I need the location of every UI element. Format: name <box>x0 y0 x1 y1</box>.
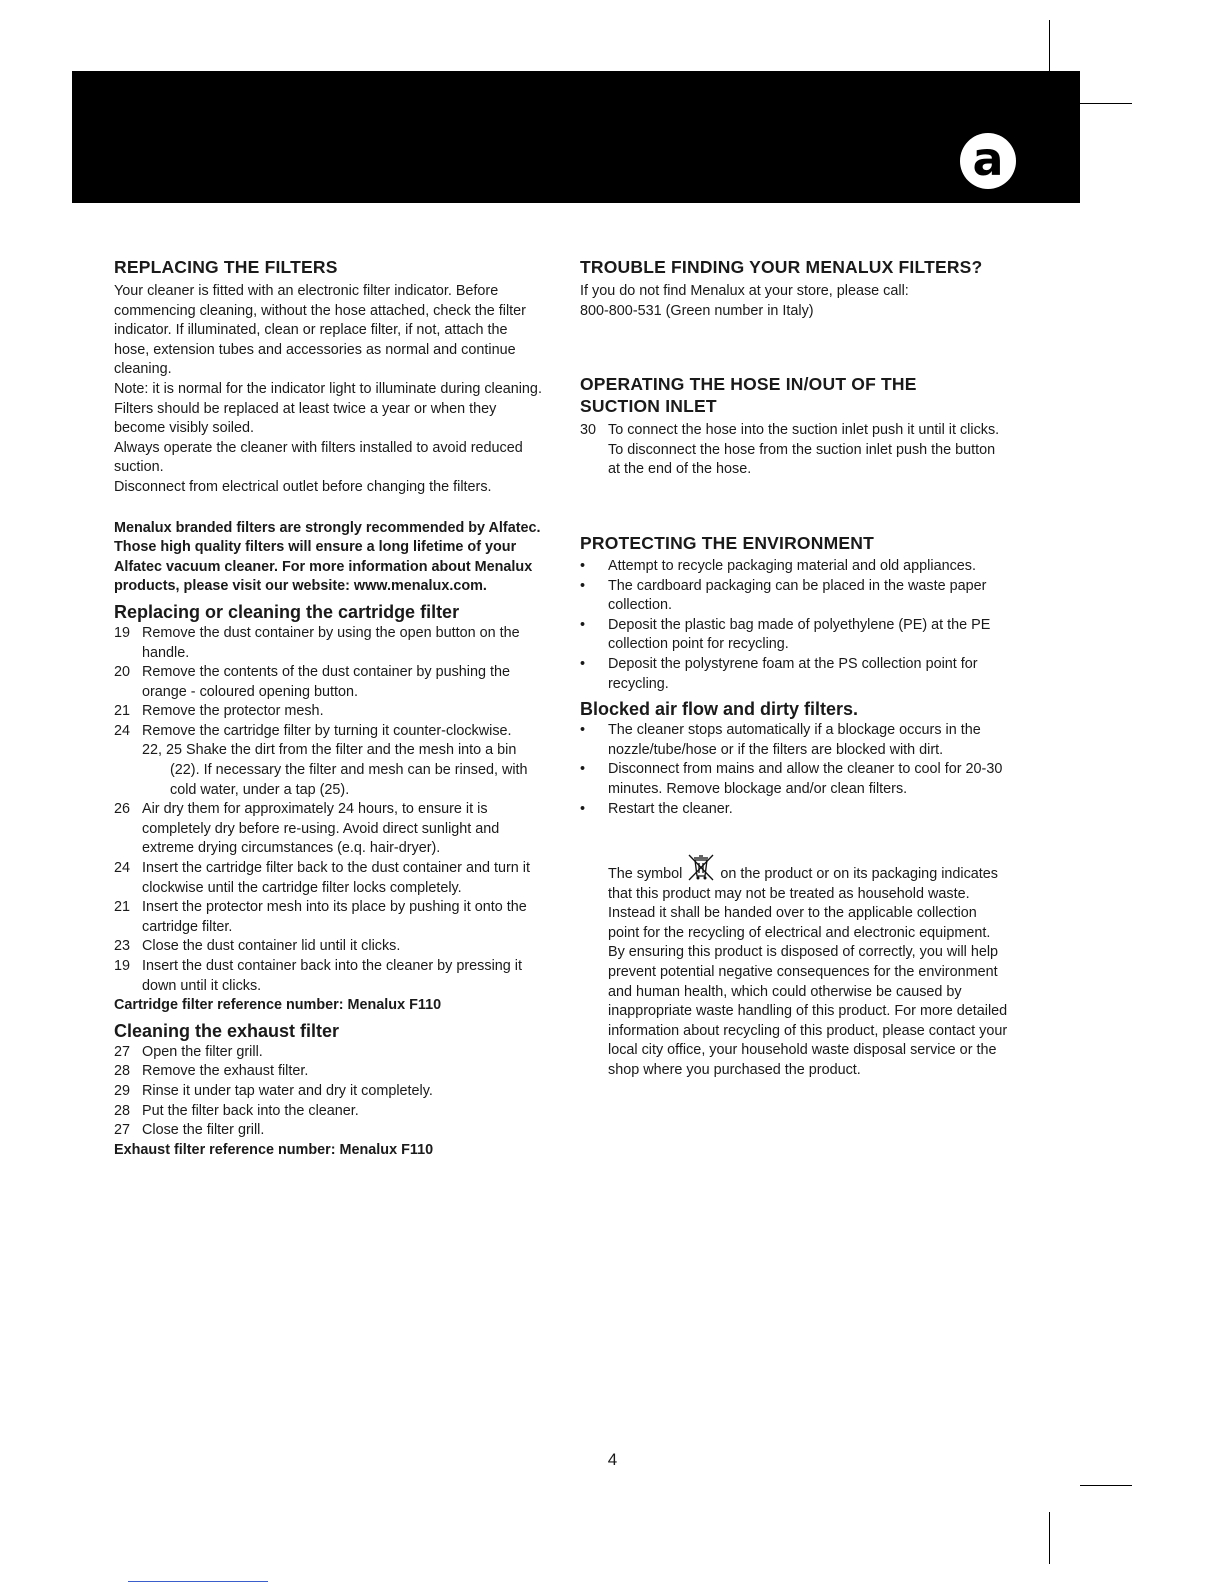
cartridge-filter-heading: Replacing or cleaning the cartridge filter <box>114 601 460 622</box>
replace-frequency-paragraph: Filters should be replaced at least twice a year or when they become visibly soiled. <box>114 400 497 437</box>
brand-logo-icon: a <box>960 133 1016 189</box>
list-item: • Deposit the polystyrene foam at the PS collection point for recycling. <box>580 655 1010 694</box>
operate-with-filters-paragraph: Always operate the cleaner with filters installed to avoid reduced suction. <box>114 439 523 476</box>
list-item: 21 Insert the protector mesh into its place by pushing it onto the cartridge filter. <box>114 899 527 935</box>
list-item: 27 Close the filter grill. <box>114 1122 265 1139</box>
exhaust-reference: Exhaust filter reference number: Menalux F110 <box>114 1141 434 1158</box>
cartridge-steps-list <box>114 624 546 996</box>
disconnect-paragraph: Disconnect from electrical outlet before changing the filters. <box>114 478 492 495</box>
list-item: 26 Air dry them for approximately 24 hours, to ensure it is completely dry before re-using. Avoid direct sunlight and extreme drying circumstances (e.q. hair-dryer). <box>114 801 500 857</box>
crop-mark-top-vertical <box>1049 20 1050 72</box>
intro-paragraph: Your cleaner is fitted with an electronic filter indicator. Before commencing cleaning, without the hose attached, check the filter indicator. If illuminated, clean or replace filter, if not, attach the hose, extension tubes and accessories as normal and continue cleaning. <box>114 283 526 378</box>
list-item: 27 Open the filter grill. <box>114 1043 263 1060</box>
list-item: 29 Rinse it under tap water and dry it completely. <box>114 1082 433 1099</box>
crop-mark-top-horizontal <box>1080 103 1132 104</box>
list-item: • Deposit the plastic bag made of polyethylene (PE) at the PE collection point for recycling. <box>580 616 1010 655</box>
list-item: • Attempt to recycle packaging material and old appliances. <box>580 557 1010 577</box>
weee-paragraph: The symbol on the product or on its packaging indicates that this product may not be treated as household waste. Instead it shall be handed over to the applicable collection point for the recycling of electrical and electronic equipment. By ensuring this product is disposed of correctly, you will help prevent potential negative consequences for the environment and human health, which could otherwise be caused by inappropriate waste handling of this product. For more detailed information about recycling of this product, please contact your local city office, your household waste disposal service or the shop where you purchased the product. <box>580 854 1010 1081</box>
list-item: 20 Remove the contents of the dust container by pushing the orange - coloured opening button. <box>114 664 510 700</box>
recommendation-paragraph: Menalux branded filters are strongly recommended by Alfatec. Those high quality filters will ensure a long lifetime of your Alfatec vacuum cleaner. For more information about Menalux products, please visit our website: www.menalux.com. <box>114 519 541 595</box>
crossed-bin-icon <box>686 854 716 882</box>
list-item: • Disconnect from mains and allow the cleaner to cool for 20-30 minutes. Remove blockage and/or clean filters. <box>580 760 1010 799</box>
list-item: 19 Insert the dust container back into the cleaner by pressing it down until it clicks. <box>114 958 522 994</box>
footer-line <box>128 1581 268 1582</box>
trouble-heading: TROUBLE FINDING YOUR MENALUX FILTERS? <box>580 257 983 277</box>
environment-list <box>580 557 1010 694</box>
hose-step: 30 To connect the hose into the suction inlet push it until it clicks. To disconnect the hose from the suction inlet push the button at the end of the hose. <box>580 422 1000 478</box>
list-item: 28 Put the filter back into the cleaner. <box>114 1102 359 1119</box>
crop-mark-bottom-horizontal <box>1080 1485 1132 1486</box>
blocked-airflow-heading: Blocked air flow and dirty filters. <box>580 699 859 720</box>
replacing-filters-heading: REPLACING THE FILTERS <box>114 257 338 277</box>
list-item: 22, 25 Shake the dirt from the filter and the mesh into a bin (22). If necessary the filter and mesh can be rinsed, with cold water, under a tap (25). <box>142 742 528 798</box>
environment-heading: PROTECTING THE ENVIRONMENT <box>580 532 874 553</box>
note-paragraph: Note: it is normal for the indicator light to illuminate during cleaning. <box>114 380 542 397</box>
list-item: • Restart the cleaner. <box>580 800 1010 820</box>
exhaust-filter-heading: Cleaning the exhaust filter <box>114 1020 340 1041</box>
list-item: • The cardboard packaging can be placed in the waste paper collection. <box>580 577 1010 616</box>
list-item: • The cleaner stops automatically if a blockage occurs in the nozzle/tube/hose or if the filters are blocked with dirt. <box>580 721 1010 760</box>
list-item: 28 Remove the exhaust filter. <box>114 1063 309 1080</box>
list-item: 19 Remove the dust container by using the open button on the handle. <box>114 624 520 661</box>
exhaust-steps-list <box>114 1043 546 1141</box>
header-banner <box>72 71 1080 203</box>
page-number: 4 <box>607 1450 618 1469</box>
list-item: 21 Remove the protector mesh. <box>114 703 324 720</box>
list-item: 24 Remove the cartridge filter by turning it counter-clockwise. <box>114 722 512 739</box>
phone-line: 800-800-531 (Green number in Italy) <box>580 302 814 319</box>
left-column <box>114 256 546 1160</box>
blocked-list <box>580 721 1010 819</box>
list-item: 24 Insert the cartridge filter back to the dust container and turn it clockwise until the cartridge filter locks completely. <box>114 860 530 896</box>
right-column <box>580 256 1010 1081</box>
crop-mark-bottom-vertical <box>1049 1512 1050 1564</box>
trouble-line: If you do not find Menalux at your store, please call: <box>580 283 909 299</box>
list-item: 23 Close the dust container lid until it clicks. <box>114 938 401 955</box>
cartridge-reference: Cartridge filter reference number: Menalux F110 <box>114 997 442 1014</box>
hose-heading: OPERATING THE HOSE IN/OUT OF THE SUCTION INLET <box>580 374 917 417</box>
